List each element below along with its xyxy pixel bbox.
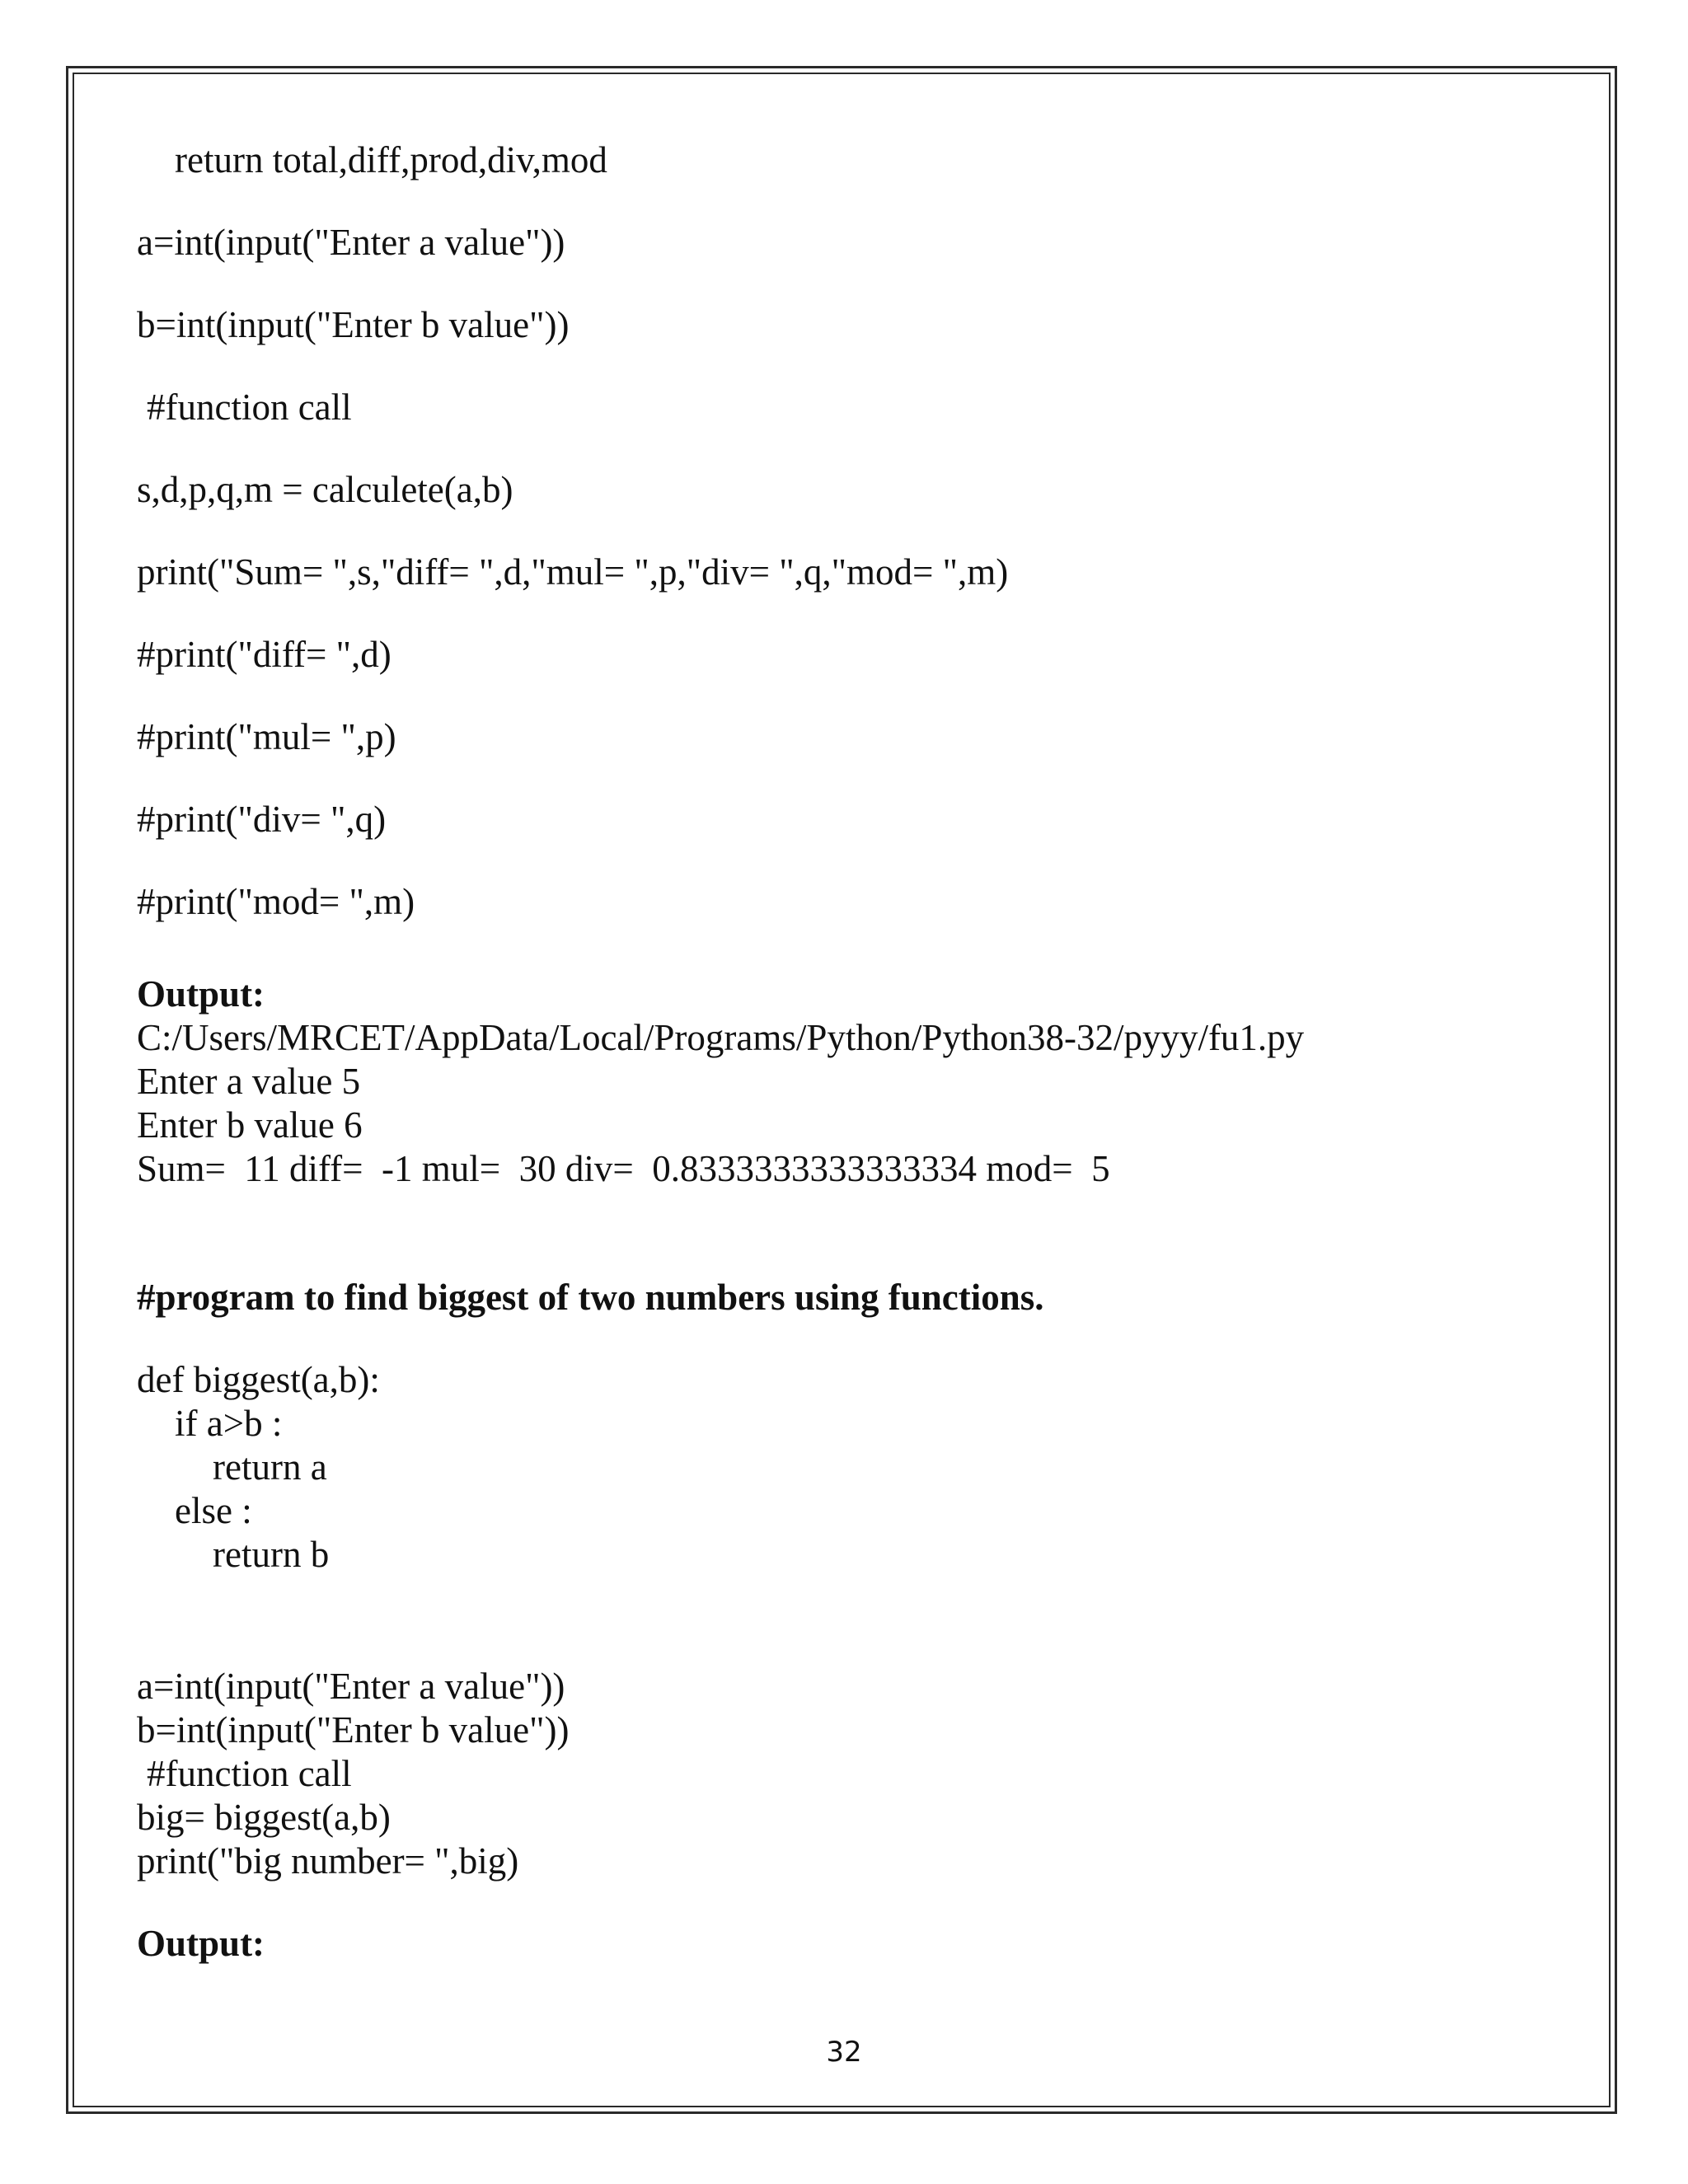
code-line: print("big number= ",big) [137, 1840, 519, 1882]
code-line: s,d,p,q,m = calculete(a,b) [137, 469, 513, 510]
code-line: if a>b : [175, 1403, 283, 1444]
code-comment: #print("mod= ",m) [137, 881, 415, 922]
output-line: C:/Users/MRCET/AppData/Local/Programs/Python/Python38-32/pyyy/fu1.py [137, 1017, 1305, 1058]
output-line: Enter b value 6 [137, 1104, 363, 1146]
code-line: return total,diff,prod,div,mod [175, 139, 607, 180]
code-line: def biggest(a,b): [137, 1359, 380, 1400]
code-line: b=int(input("Enter b value")) [137, 304, 570, 345]
code-comment: #print("mul= ",p) [137, 716, 396, 757]
code-line: return b [213, 1534, 330, 1575]
output-heading: Output: [137, 1923, 265, 1964]
output-line: Enter a value 5 [137, 1061, 361, 1102]
code-line: a=int(input("Enter a value")) [137, 222, 565, 263]
code-line: big= biggest(a,b) [137, 1797, 391, 1838]
code-line: b=int(input("Enter b value")) [137, 1709, 570, 1750]
code-comment: #function call [147, 387, 352, 428]
page-number: 32 [826, 2036, 862, 2069]
code-line: return a [213, 1446, 327, 1488]
section-heading: #program to find biggest of two numbers using functions. [137, 1277, 1044, 1318]
output-heading: Output: [137, 973, 265, 1015]
code-comment: #print("diff= ",d) [137, 634, 392, 675]
code-line: a=int(input("Enter a value")) [137, 1666, 565, 1707]
output-line: Sum= 11 diff= -1 mul= 30 div= 0.8333333333333334 mod= 5 [137, 1148, 1110, 1189]
code-comment: #print("div= ",q) [137, 799, 387, 840]
code-line: else : [175, 1490, 252, 1531]
code-comment: #function call [147, 1753, 352, 1794]
code-line: print("Sum= ",s,"diff= ",d,"mul= ",p,"div= ",q,"mod= ",m) [137, 551, 1009, 593]
